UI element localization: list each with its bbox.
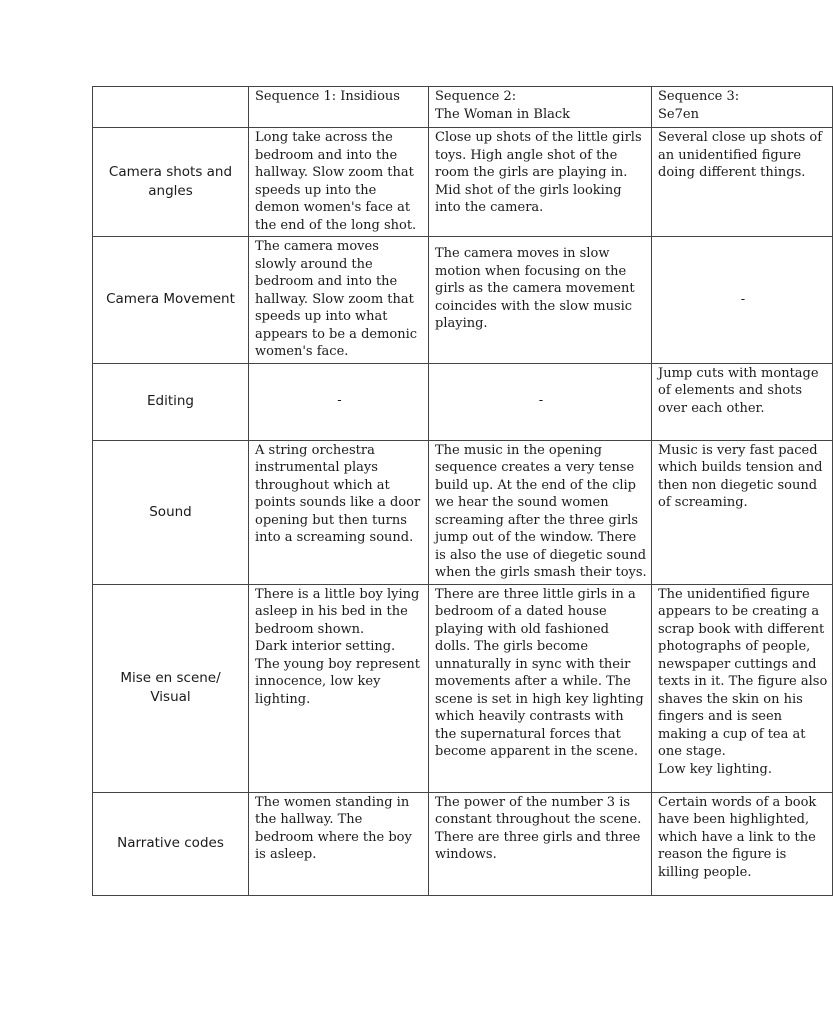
table-cell: Jump cuts with montage of elements and shots over each other. — [652, 363, 833, 440]
table-cell: The music in the opening sequence creates a very tense build up. At the end of the clip we hear the sound women screaming after the three girls jump out of the window. There is also the use of diegetic sound when the girls smash their toys. — [429, 440, 652, 584]
table-cell: Long take across the bedroom and into the hallway. Slow zoom that speeds up into the demon women's face at the end of the long shot. — [249, 128, 429, 237]
table-cell: A string orchestra instrumental plays throughout which at points sounds like a door opening but then turns into a screaming sound. — [249, 440, 429, 584]
cell-paragraph: There is a little boy lying asleep in his bed in the bedroom shown. — [255, 586, 420, 637]
header-text: Sequence 3: — [658, 89, 740, 104]
table-cell — [652, 584, 833, 792]
header-cell-sequence-2 — [429, 87, 652, 128]
header-row — [93, 87, 833, 128]
row-label: Sound — [93, 440, 249, 584]
cell-paragraph: There are three girls and three windows. — [435, 829, 641, 862]
cell-paragraph: The young boy represent innocence, low key lighting. — [255, 656, 420, 707]
header-cell-sequence-1 — [249, 87, 429, 128]
header-text: Sequence 1: Insidious — [255, 89, 400, 104]
header-text: Se7en — [658, 106, 699, 122]
row-label: Narrative codes — [93, 792, 249, 895]
header-cell-sequence-3 — [652, 87, 833, 128]
cell-paragraph: Dark interior setting. — [255, 639, 396, 654]
table-row — [93, 584, 833, 792]
table-row — [93, 237, 833, 364]
table-cell: - — [429, 363, 652, 440]
table-row — [93, 440, 833, 584]
table-cell: The women standing in the hallway. The bedroom where the boy is asleep. — [249, 792, 429, 895]
table-cell: - — [249, 363, 429, 440]
table-cell: Music is very fast paced which builds tension and then non diegetic sound of screaming. — [652, 440, 833, 584]
row-label: Camera shots and angles — [93, 128, 249, 237]
table-cell: Close up shots of the little girls toys. High angle shot of the room the girls are playing in. Mid shot of the girls looking into the camera. — [429, 128, 652, 237]
cell-paragraph: The unidentified figure appears to be creating a scrap book with different photographs of people, newspaper cuttings and texts in it. The figure also shaves the skin on his fingers and is seen making a cup of tea at one stage. — [658, 586, 828, 759]
table-cell: Certain words of a book have been highlighted, which have a link to the reason the figure is killing people. — [652, 792, 833, 895]
table-cell — [429, 792, 652, 895]
header-cell-empty — [93, 87, 249, 128]
table-cell: The camera moves slowly around the bedroom and into the hallway. Slow zoom that speeds up into what appears to be a demonic women's face. — [249, 237, 429, 364]
header-text: Sequence 2: — [435, 89, 517, 104]
table-row — [93, 128, 833, 237]
table-row — [93, 792, 833, 895]
table-cell: There are three little girls in a bedroom of a dated house playing with old fashioned dolls. The girls become unnaturally in sync with their movements after a while. The scene is set in high key lighting which heavily contrasts with the supernatural forces that become apparent in the scene. — [429, 584, 652, 792]
table-cell: The camera moves in slow motion when focusing on the girls as the camera movement coincides with the slow music playing. — [429, 237, 652, 364]
table-cell: Several close up shots of an unidentified figure doing different things. — [652, 128, 833, 237]
cell-paragraph: Low key lighting. — [658, 761, 772, 777]
table-cell: - — [652, 237, 833, 364]
header-text: The Woman in Black — [435, 106, 571, 122]
row-label: Mise en scene/ Visual — [93, 584, 249, 792]
table-cell — [249, 584, 429, 792]
row-label: Editing — [93, 363, 249, 440]
cell-paragraph: The power of the number 3 is constant throughout the scene. — [435, 794, 642, 827]
row-label: Camera Movement — [93, 237, 249, 364]
table-row — [93, 363, 833, 440]
comparison-table — [92, 86, 833, 896]
